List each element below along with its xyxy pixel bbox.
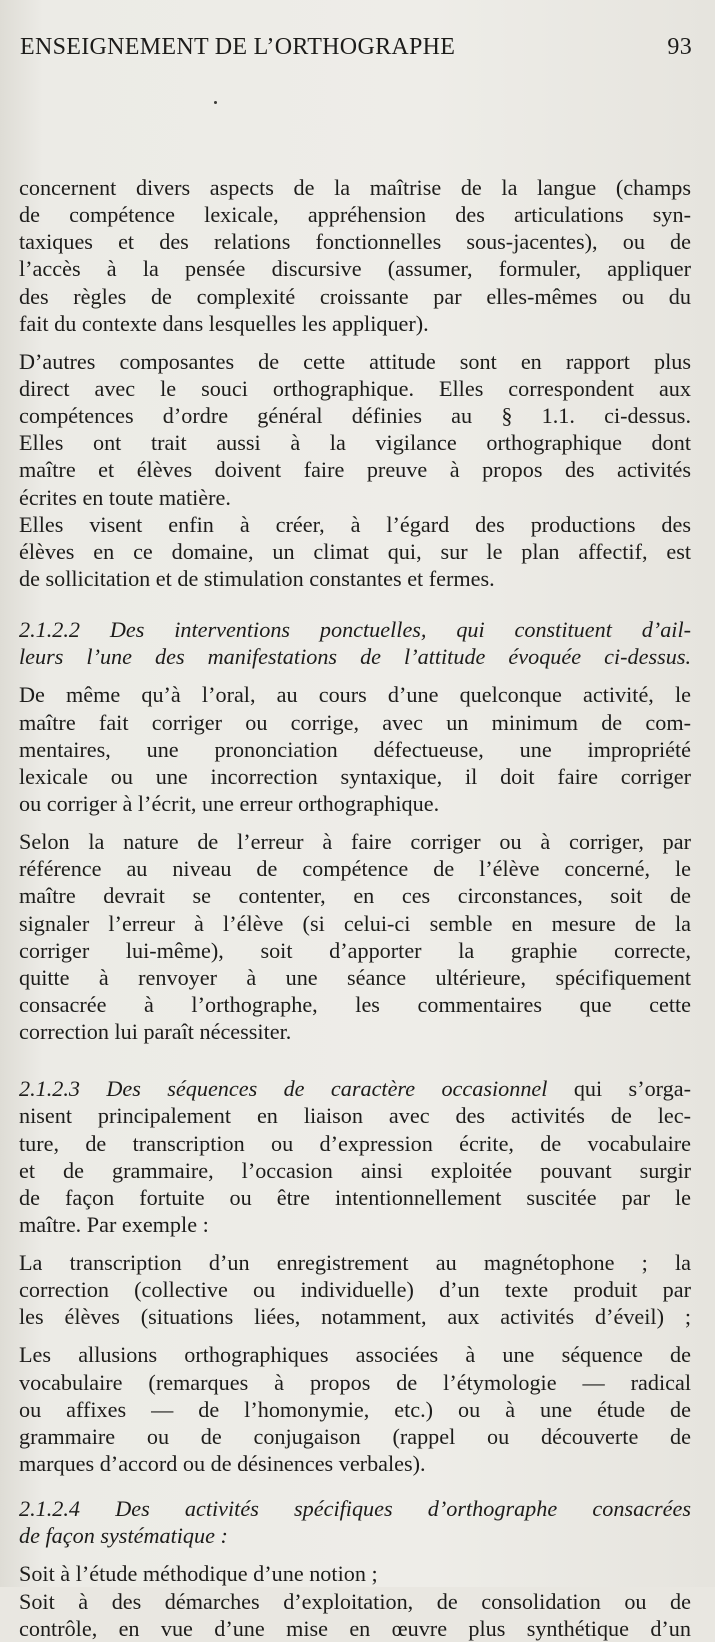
paragraph [19,174,691,337]
text-line: leurs l’une des manifestations de l’attitude évoquée ci-dessus. [19,644,691,670]
text-line: marques d’accord ou de désinences verbales). [19,1451,426,1477]
section-heading-2-1-2-2 [19,616,691,670]
paragraph [19,1249,691,1330]
text-line: Soit à des démarches d’exploitation, de consolidation ou de [19,1588,691,1614]
running-header [20,34,692,64]
text-line: correction lui paraît nécessiter. [19,1019,292,1045]
text-line: D’autres composantes de cette attitude sont en rapport plus [19,348,691,374]
text-line: des règles de complexité croissante par elles-mêmes ou du [19,283,691,309]
text-line: maître fait corriger ou corrige, avec un minimum de com- [19,709,691,735]
paragraph [19,1341,691,1477]
text-line: De même qu’à l’oral, au cours d’une quelconque activité, le [19,682,691,708]
text-line: de façon systématique : [19,1523,228,1549]
text-line: concernent divers aspects de la maîtrise de la langue (champs [19,175,691,200]
text-line: nisent principalement en liaison avec des activités de lec- [19,1103,691,1129]
text-line: quitte à renvoyer à une séance ultérieure, spécifiquement [19,964,691,990]
text-line: ture, de transcription ou d’expression écrite, de vocabulaire [19,1130,691,1156]
text-line: maître. Par exemple : [19,1211,209,1237]
page-number: 93 [667,34,692,60]
paragraph [19,828,691,1045]
paragraph [19,1560,691,1641]
text-line: mentaires, une prononciation défectueuse, une impropriété [19,736,691,762]
text-line: les élèves (situations liées, notamment, aux activités d’éveil) ; [19,1304,691,1330]
text-line: lexicale ou une incorrection syntaxique, il doit faire corriger [19,763,691,789]
heading-continuation: qui s’orga- [547,1076,691,1102]
text-line [19,1075,691,1102]
text-line: Les allusions orthographiques associées à une séquence de [19,1342,691,1368]
text-line: maître et élèves doivent faire preuve à propos des activités [19,457,691,483]
text-line: Selon la nature de l’erreur à faire corriger ou à corriger, par [19,829,691,855]
text-line: contrôle, en vue d’une mise en œuvre plus synthétique d’un [19,1615,691,1641]
text-line: signaler l’erreur à l’élève (si celui-ci semble en mesure de la [19,910,691,936]
section-heading-2-1-2-4 [19,1495,691,1549]
text-line: de façon fortuite ou être intentionnellement suscitée par le [19,1184,691,1210]
text-line: l’accès à la pensée discursive (assumer, formuler, appliquer [19,256,691,282]
text-line: Soit à l’étude méthodique d’une notion ; [19,1561,378,1587]
text-line: Elles ont trait aussi à la vigilance orthographique dont [19,430,691,456]
text-line: compétences d’ordre général définies au § 1.1. ci-dessus. [19,403,691,429]
paragraph [19,348,691,511]
text-line: 2.1.2.4 Des activités spécifiques d’orthographe consacrées [19,1496,691,1522]
text-line: vocabulaire (remarques à propos de l’étymologie — radical [19,1369,691,1395]
text-line: référence au niveau de compétence de l’élève concerné, le [19,856,691,882]
text-line: 2.1.2.2 Des interventions ponctuelles, qui constituent d’ail- [19,617,691,643]
running-title: ENSEIGNEMENT DE L’ORTHOGRAPHE [20,34,456,60]
text-line: direct avec le souci orthographique. Elles correspondent aux [19,375,691,401]
text-line: ou affixes — de l’homonymie, etc.) ou à une étude de [19,1396,691,1422]
text-line: de sollicitation et de stimulation constantes et fermes. [19,565,495,591]
paragraph [19,511,691,592]
text-line: et de grammaire, l’occasion ainsi exploitée pouvant surgir [19,1157,691,1183]
page-body [19,174,691,1642]
section-heading-2-1-2-3: 2.1.2.3 Des séquences de caractère occasionnel [19,1076,548,1102]
text-line: taxiques et des relations fonctionnelles sous-jacentes), ou de [19,229,691,255]
text-line: fait du contexte dans lesquelles les appliquer). [19,310,429,336]
text-line: consacrée à l’orthographe, les commentaires que cette [19,991,691,1017]
text-line: Elles visent enfin à créer, à l’égard des productions des [19,511,691,537]
section-2-1-2-3 [19,1075,691,1238]
text-line: de compétence lexicale, appréhension des articulations syn- [19,202,691,228]
text-line: La transcription d’un enregistrement au magnétophone ; la [19,1250,691,1276]
text-line: élèves en ce domaine, un climat qui, sur le plan affectif, est [19,538,691,564]
ink-speck [214,101,217,104]
text-line: corriger lui-même), soit d’apporter la graphie correcte, [19,937,691,963]
text-line: ou corriger à l’écrit, une erreur orthographique. [19,790,440,816]
text-line: grammaire ou de conjugaison (rappel ou découverte de [19,1423,691,1449]
paragraph [19,681,691,817]
text-line: écrites en toute matière. [19,484,231,510]
text-line: correction (collective ou individuelle) d’un texte produit par [19,1277,691,1303]
text-line: maître devrait se contenter, en ces circonstances, soit de [19,883,691,909]
